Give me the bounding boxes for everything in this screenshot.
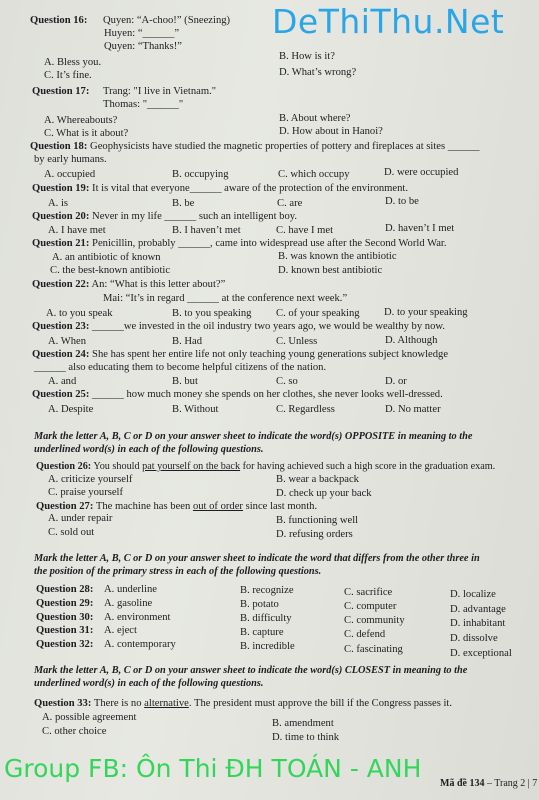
option-c: C. the best-known antibiotic: [50, 265, 171, 276]
option-d: D. dissolve: [450, 633, 498, 644]
section-instruction: the position of the primary stress in each of the following questions.: [34, 566, 322, 577]
option-c: C. defend: [344, 629, 386, 640]
exam-code: Mã đề 134: [440, 778, 485, 789]
option-b: B. be: [172, 198, 195, 209]
option-a: A. under repair: [48, 513, 113, 524]
option-d: D. to your speaking: [384, 307, 468, 318]
question-stem: Question 26: You should pat yourself on the back for having achieved such a high score in the graduation exam.: [36, 461, 496, 472]
option-b: B. recognize: [240, 585, 294, 596]
option-d: D. localize: [450, 589, 496, 600]
option-a: A. gasoline: [104, 598, 153, 609]
option-b: B. How is it?: [279, 51, 335, 62]
option-d: D. haven’t I met: [385, 223, 455, 234]
option-d: D. time to think: [272, 732, 340, 743]
option-d: D. No matter: [385, 404, 441, 415]
dialogue-line: Quyen: “Thanks!”: [104, 41, 182, 52]
option-c: C. What is it about?: [44, 128, 129, 139]
option-b: B. Had: [172, 336, 203, 347]
option-c: C. other choice: [42, 726, 107, 737]
option-a: A. possible agreement: [42, 712, 137, 723]
option-d: D. What’s wrong?: [279, 67, 357, 78]
option-d: D. were occupied: [384, 167, 459, 178]
option-c: C. sold out: [48, 527, 95, 538]
option-c: C. Unless: [276, 336, 318, 347]
question-label: Question 32:: [36, 639, 94, 650]
option-b: B. occupying: [172, 169, 229, 180]
option-b: B. potato: [240, 599, 279, 610]
option-b: B. functioning well: [276, 515, 359, 526]
option-b: B. Without: [172, 404, 219, 415]
option-b: B. I haven’t met: [172, 225, 241, 236]
question-stem-cont: ______ also educating them to become helpful citizens of the nation.: [34, 362, 327, 373]
option-b: B. amendment: [272, 718, 334, 729]
option-a: A. Despite: [48, 404, 94, 415]
question-stem: Question 23: ______we invested in the oil industry two years ago, we would be wealthy by now.: [32, 321, 446, 332]
option-c: C. sacrifice: [344, 587, 393, 598]
option-c: C. It’s fine.: [44, 70, 92, 81]
option-a: A. an antibiotic of known: [52, 252, 161, 263]
section-instruction: Mark the letter A, B, C or D on your answer sheet to indicate the word that differs from the other three in: [34, 553, 480, 564]
option-c: C. of your speaking: [276, 308, 360, 319]
question-label: Question 16:: [30, 15, 88, 26]
option-d: D. to be: [385, 196, 419, 207]
underlined-phrase: pat yourself on the back: [142, 461, 241, 472]
dialogue-line: Quyen: “A-choo!” (Sneezing): [103, 15, 231, 26]
option-c: C. so: [276, 376, 298, 387]
option-b: B. capture: [240, 627, 284, 638]
question-stem: Question 20: Never in my life ______ such an intelligent boy.: [32, 211, 298, 222]
option-a: A. environment: [104, 612, 171, 623]
option-c: C. community: [344, 615, 405, 626]
question-label: Question 17:: [32, 86, 90, 97]
option-c: C. Regardless: [276, 404, 335, 415]
section-instruction: Mark the letter A, B, C or D on your answer sheet to indicate the word(s) OPPOSITE in meaning to the: [34, 431, 473, 442]
section-instruction: underlined word(s) in each of the following questions.: [34, 444, 264, 455]
question-label: Question 31:: [36, 625, 94, 636]
question-stem: Question 18: Geophysicists have studied the magnetic properties of pottery and fireplaces at sites ______: [30, 141, 480, 152]
question-stem: Question 22: An: “What is this letter about?”: [32, 279, 226, 290]
option-b: B. to you speaking: [172, 308, 252, 319]
option-d: D. exceptional: [450, 648, 512, 659]
group-banner: Group FB: Ôn Thi ĐH TOÁN - ANH: [4, 754, 422, 783]
section-instruction: underlined word(s) in each of the following questions.: [34, 678, 264, 689]
dialogue-line: Trang: "I live in Vietnam.": [103, 86, 217, 97]
option-a: A. criticize yourself: [48, 474, 133, 485]
question-stem: Question 24: She has spent her entire life not only teaching young generations subject knowledge: [32, 349, 449, 360]
question-stem: Question 25: ______ how much money she spends on her clothes, she never looks well-dressed.: [32, 389, 443, 400]
option-d: D. or: [385, 376, 407, 387]
option-a: A. is: [48, 198, 69, 209]
dialogue-line: Huyen: “______”: [104, 28, 180, 39]
option-a: A. I have met: [48, 225, 106, 236]
option-d: D. Although: [385, 335, 438, 346]
option-c: C. praise yourself: [48, 487, 124, 498]
option-a: A. Whereabouts?: [44, 115, 118, 126]
question-label: Question 29:: [36, 598, 94, 609]
option-c: C. fascinating: [344, 644, 403, 655]
option-a: A. occupied: [44, 169, 96, 180]
question-stem: Question 27: The machine has been out of order since last month.: [36, 501, 318, 512]
option-a: A. and: [48, 376, 77, 387]
dialogue-line: Mai: “It’s in regard ______ at the conference next week.”: [103, 293, 348, 304]
question-stem: Question 21: Penicillin, probably ______, came into widespread use after the Second World War.: [32, 238, 447, 249]
option-d: D. check up your back: [276, 488, 372, 499]
option-a: A. Bless you.: [44, 57, 102, 68]
option-a: A. eject: [104, 625, 137, 636]
option-b: B. wear a backpack: [276, 474, 359, 485]
option-d: D. How about in Hanoi?: [279, 126, 383, 137]
underlined-phrase: out of order: [192, 501, 243, 512]
question-label: Question 28:: [36, 584, 94, 595]
page-number: – Trang 2 | 7: [486, 778, 538, 789]
option-b: B. but: [172, 376, 198, 387]
page-footer: [440, 778, 537, 789]
option-c: C. computer: [344, 601, 397, 612]
watermark: DeThiThu.Net: [272, 2, 505, 41]
dialogue-line: Thomas: "______": [103, 99, 184, 110]
question-stem-cont: by early humans.: [34, 154, 107, 165]
question-stem: Question 33: There is no alternative. The president must approve the bill if the Congress passes it.: [34, 698, 453, 709]
option-a: A. When: [48, 336, 87, 347]
option-b: B. About where?: [279, 113, 351, 124]
option-a: A. underline: [104, 584, 157, 595]
option-c: C. are: [277, 198, 303, 209]
option-d: D. inhabitant: [450, 618, 506, 629]
option-b: B. difficulty: [240, 613, 292, 624]
option-b: B. was known the antibiotic: [278, 251, 397, 262]
option-d: D. advantage: [450, 604, 506, 615]
option-b: B. incredible: [240, 641, 295, 652]
option-a: A. contemporary: [104, 639, 176, 650]
option-d: D. refusing orders: [276, 529, 353, 540]
option-c: C. have I met: [276, 225, 334, 236]
underlined-phrase: alternative: [144, 698, 189, 709]
question-stem: Question 19: It is vital that everyone______ aware of the protection of the environment.: [32, 183, 408, 194]
section-instruction: Mark the letter A, B, C or D on your answer sheet to indicate the word(s) CLOSEST in meaning to the: [34, 665, 468, 676]
option-c: C. which occupy: [278, 169, 350, 180]
option-a: A. to you speak: [46, 308, 113, 319]
option-d: D. known best antibiotic: [278, 265, 383, 276]
question-label: Question 30:: [36, 612, 94, 623]
